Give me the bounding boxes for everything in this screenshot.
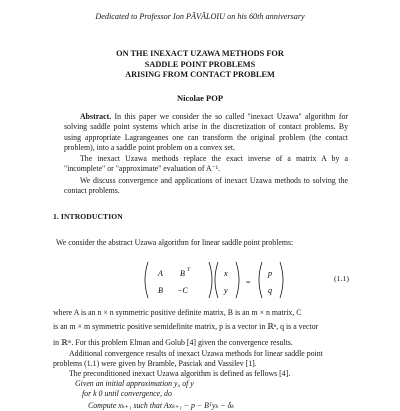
abstract-text-1: In this paper we consider the so called "inexact Uzawa" algorithm for solving saddle point systems which arise in the discretization of contact problems. By using appropriate Lagrangeanes one can transform the original problem (the contact problem), into a saddle point problem on a convex set. (64, 112, 348, 153)
rhs-entry-q: q (268, 286, 272, 295)
abstract-label: Abstract. (80, 112, 112, 121)
algorithm-line-2: for k 0 until convergence, do (82, 389, 172, 398)
rhs-left-paren (259, 262, 262, 298)
rhs-entry-p: p (268, 269, 272, 278)
vector-right-paren (236, 262, 239, 298)
preconditioned-sentence: The preconditioned inexact Uzawa algorithm is defined as fellows [4]. (69, 369, 291, 378)
vector-entry-y: y (224, 286, 228, 295)
equals-sign: = (246, 278, 251, 287)
where-line-3: in ℝᵐ. For this problem Elman and Golub [4] given the convergence results. (53, 338, 293, 347)
equation-number: (1.1) (334, 274, 349, 283)
transpose-superscript: T (187, 267, 191, 273)
where-line-2: is an m × m symmetric positive semidefinite matrix, p is a vector in ℝⁿ, q is a vector (53, 322, 319, 331)
additional-results-line-1: Additional convergence results of inexact Uzawa methods for linear saddle point (69, 349, 323, 358)
dedication (0, 12, 400, 21)
intro-sentence: We consider the abstract Uzawa algorithm for linear saddle point problems: (56, 238, 294, 247)
matrix-entry-b: B (158, 286, 163, 295)
dedication-text: Dedicated to Professor Ion PĂVĂLOIU on his 60th anniversary (95, 12, 305, 21)
additional-results-line-2: problems (1.1) were given by Bramble, Pasciak and Vassilev [1]. (53, 359, 257, 368)
abstract-paragraph-2: The inexact Uzawa methods replace the exact inverse of a matrix A by a "incomplete" or "approximate" evaluation of A⁻¹. (64, 154, 348, 174)
section-heading-introduction: 1. INTRODUCTION (53, 212, 123, 221)
where-line-1: where A is an n × n symmetric positive definite matrix, B is an m × n matrix, C (53, 308, 302, 317)
title-line-2: SADDLE POINT PROBLEMS (144, 59, 256, 69)
abstract-paragraph-1 (64, 112, 348, 154)
rhs-right-paren (280, 262, 283, 298)
vector-entry-x: x (224, 269, 228, 278)
matrix-right-paren (209, 262, 212, 298)
matrix-entry-bt: B (180, 269, 185, 278)
matrix-entry-c: −C (177, 286, 188, 295)
paper-title (0, 49, 400, 81)
matrix-left-paren (145, 262, 148, 298)
algorithm-line-3: Compute xₖ₊₁ such that Axₖ₊₁ − p − Bᵀyₖ − δₖ (88, 401, 235, 410)
algorithm-line-1: Given an initial approximation y₀ of y (75, 379, 194, 388)
title-line-1: ON THE INEXACT UZAWA METHODS FOR (116, 49, 284, 58)
vector-left-paren (215, 262, 218, 298)
title-line-3: ARISING FROM CONTACT PROBLEM (125, 70, 275, 79)
author-name: Nicolae POP (176, 93, 224, 103)
matrix-entry-a: A (158, 269, 163, 278)
saddle-point-equation (0, 258, 400, 302)
abstract-paragraph-3: We discuss convergence and applications of inexact Uzawa methods to solving the contact problems. (64, 176, 348, 196)
